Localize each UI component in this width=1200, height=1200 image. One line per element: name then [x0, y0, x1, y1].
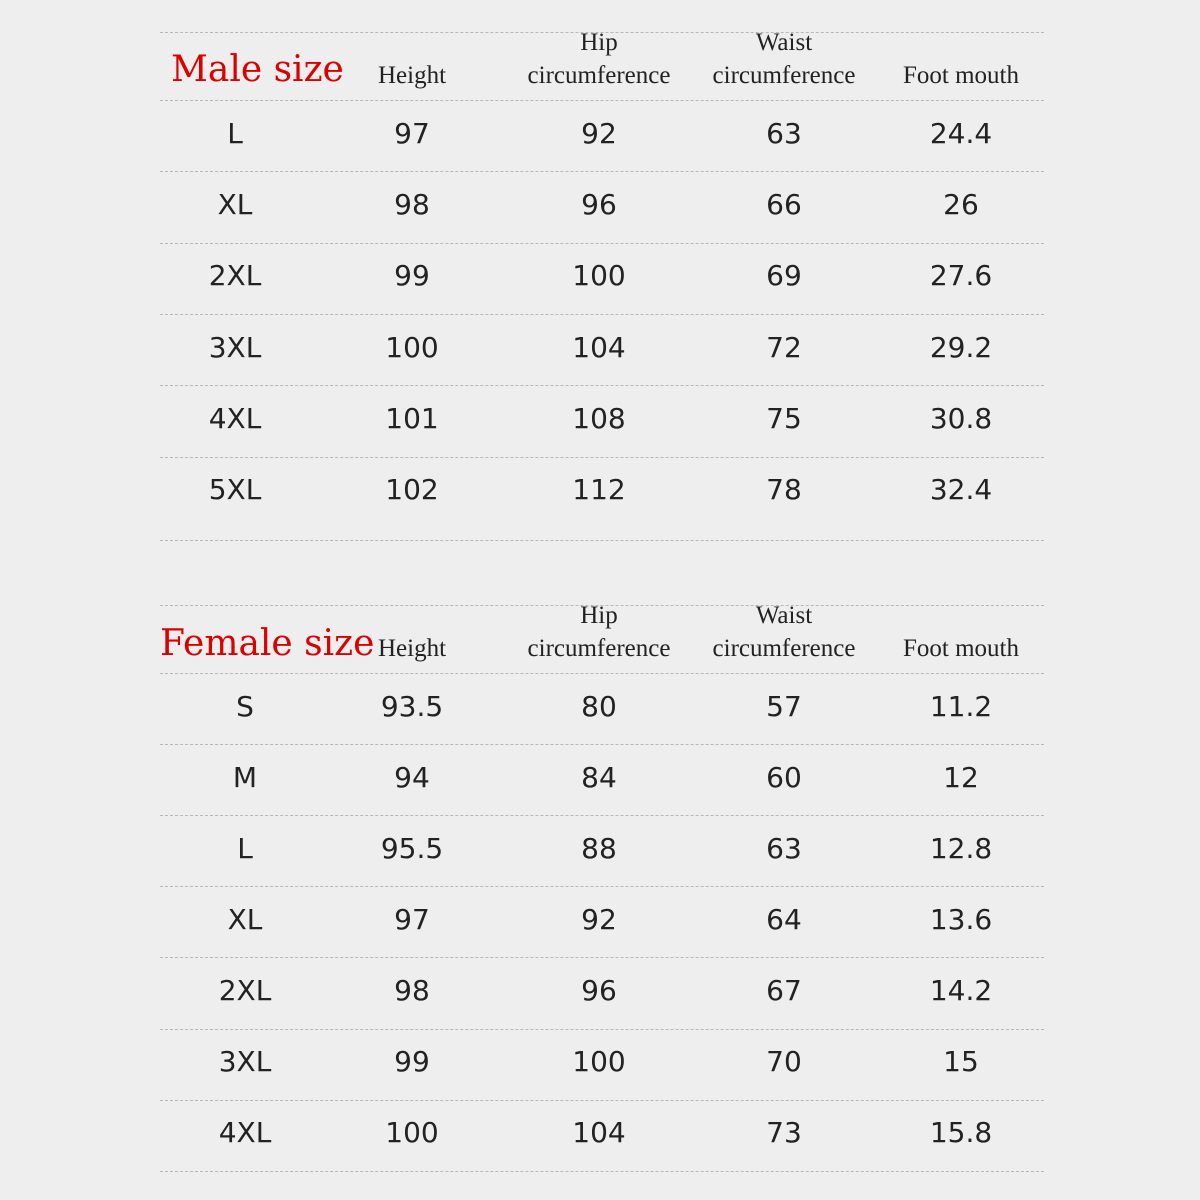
female-header-3: Waist circumference — [712, 602, 856, 662]
female-cell: 104 — [572, 1116, 626, 1150]
female-cell: 73 — [766, 1116, 802, 1150]
female-cell: 70 — [766, 1045, 802, 1079]
female-row-divider — [160, 886, 1044, 887]
female-row-divider — [160, 744, 1044, 745]
female-cell: 12 — [943, 760, 979, 794]
female-header-2: Hip circumference — [527, 602, 671, 662]
male-header-1: Height — [377, 62, 447, 89]
female-cell: 60 — [766, 760, 802, 794]
female-cell: 92 — [581, 902, 617, 936]
female-bottom-divider — [160, 1171, 1044, 1172]
male-cell: 27.6 — [929, 259, 993, 293]
male-cell: 69 — [766, 259, 802, 293]
female-size-label: 4XL — [218, 1116, 272, 1150]
female-header-4: Foot mouth — [903, 635, 1019, 662]
male-cell: 104 — [572, 330, 626, 364]
female-row-divider — [160, 815, 1044, 816]
female-cell: 15.8 — [929, 1116, 993, 1150]
female-cell: 93.5 — [380, 689, 444, 723]
male-cell: 97 — [394, 116, 430, 150]
male-row-divider — [160, 385, 1044, 386]
male-cell: 72 — [766, 330, 802, 364]
female-cell: 98 — [394, 973, 430, 1007]
female-cell: 13.6 — [929, 902, 993, 936]
male-table-title: Male size — [171, 49, 344, 90]
male-size-label: 2XL — [208, 259, 262, 293]
female-cell: 14.2 — [929, 973, 993, 1007]
female-cell: 64 — [766, 902, 802, 936]
male-cell: 24.4 — [929, 116, 993, 150]
male-cell: 29.2 — [929, 330, 993, 364]
male-cell: 100 — [572, 259, 626, 293]
male-cell: 92 — [581, 116, 617, 150]
female-cell: 63 — [766, 831, 802, 865]
female-cell: 84 — [581, 760, 617, 794]
male-row-divider — [160, 243, 1044, 244]
male-cell: 101 — [385, 401, 439, 435]
female-size-label: M — [232, 760, 258, 794]
female-row-divider — [160, 1029, 1044, 1030]
male-cell: 75 — [766, 401, 802, 435]
male-cell: 32.4 — [929, 473, 993, 507]
male-cell: 99 — [394, 259, 430, 293]
male-cell: 112 — [572, 473, 626, 507]
male-row-divider — [160, 457, 1044, 458]
female-header-divider — [160, 673, 1044, 674]
female-cell: 99 — [394, 1045, 430, 1079]
female-cell: 95.5 — [380, 831, 444, 865]
male-cell: 78 — [766, 473, 802, 507]
male-cell: 63 — [766, 116, 802, 150]
male-cell: 98 — [394, 187, 430, 221]
male-bottom-divider — [160, 540, 1044, 541]
female-cell: 15 — [943, 1045, 979, 1079]
female-size-label: L — [237, 831, 253, 865]
female-cell: 80 — [581, 689, 617, 723]
female-row-divider — [160, 1100, 1044, 1101]
female-size-label: 2XL — [218, 973, 272, 1007]
female-row-divider — [160, 957, 1044, 958]
male-size-label: 5XL — [208, 473, 262, 507]
female-size-label: 3XL — [218, 1045, 272, 1079]
male-header-3: Waist circumference — [712, 29, 856, 89]
male-size-label: L — [227, 116, 243, 150]
male-cell: 96 — [581, 187, 617, 221]
male-cell: 26 — [943, 187, 979, 221]
male-size-label: 4XL — [208, 401, 262, 435]
female-cell: 100 — [572, 1045, 626, 1079]
female-cell: 67 — [766, 973, 802, 1007]
female-cell: 88 — [581, 831, 617, 865]
female-cell: 96 — [581, 973, 617, 1007]
male-size-label: 3XL — [208, 330, 262, 364]
male-cell: 66 — [766, 187, 802, 221]
male-cell: 100 — [385, 330, 439, 364]
male-header-4: Foot mouth — [903, 62, 1019, 89]
female-cell: 97 — [394, 902, 430, 936]
male-row-divider — [160, 171, 1044, 172]
female-cell: 94 — [394, 760, 430, 794]
female-cell: 100 — [385, 1116, 439, 1150]
male-cell: 108 — [572, 401, 626, 435]
male-row-divider — [160, 314, 1044, 315]
female-cell: 11.2 — [929, 689, 993, 723]
female-header-1: Height — [377, 635, 447, 662]
male-size-label: XL — [217, 187, 253, 221]
female-cell: 57 — [766, 689, 802, 723]
male-cell: 30.8 — [929, 401, 993, 435]
female-size-label: S — [236, 689, 254, 723]
male-header-2: Hip circumference — [527, 29, 671, 89]
female-table-title: Female size — [160, 623, 375, 664]
female-size-label: XL — [227, 902, 263, 936]
female-cell: 12.8 — [929, 831, 993, 865]
male-cell: 102 — [385, 473, 439, 507]
male-header-divider — [160, 100, 1044, 101]
